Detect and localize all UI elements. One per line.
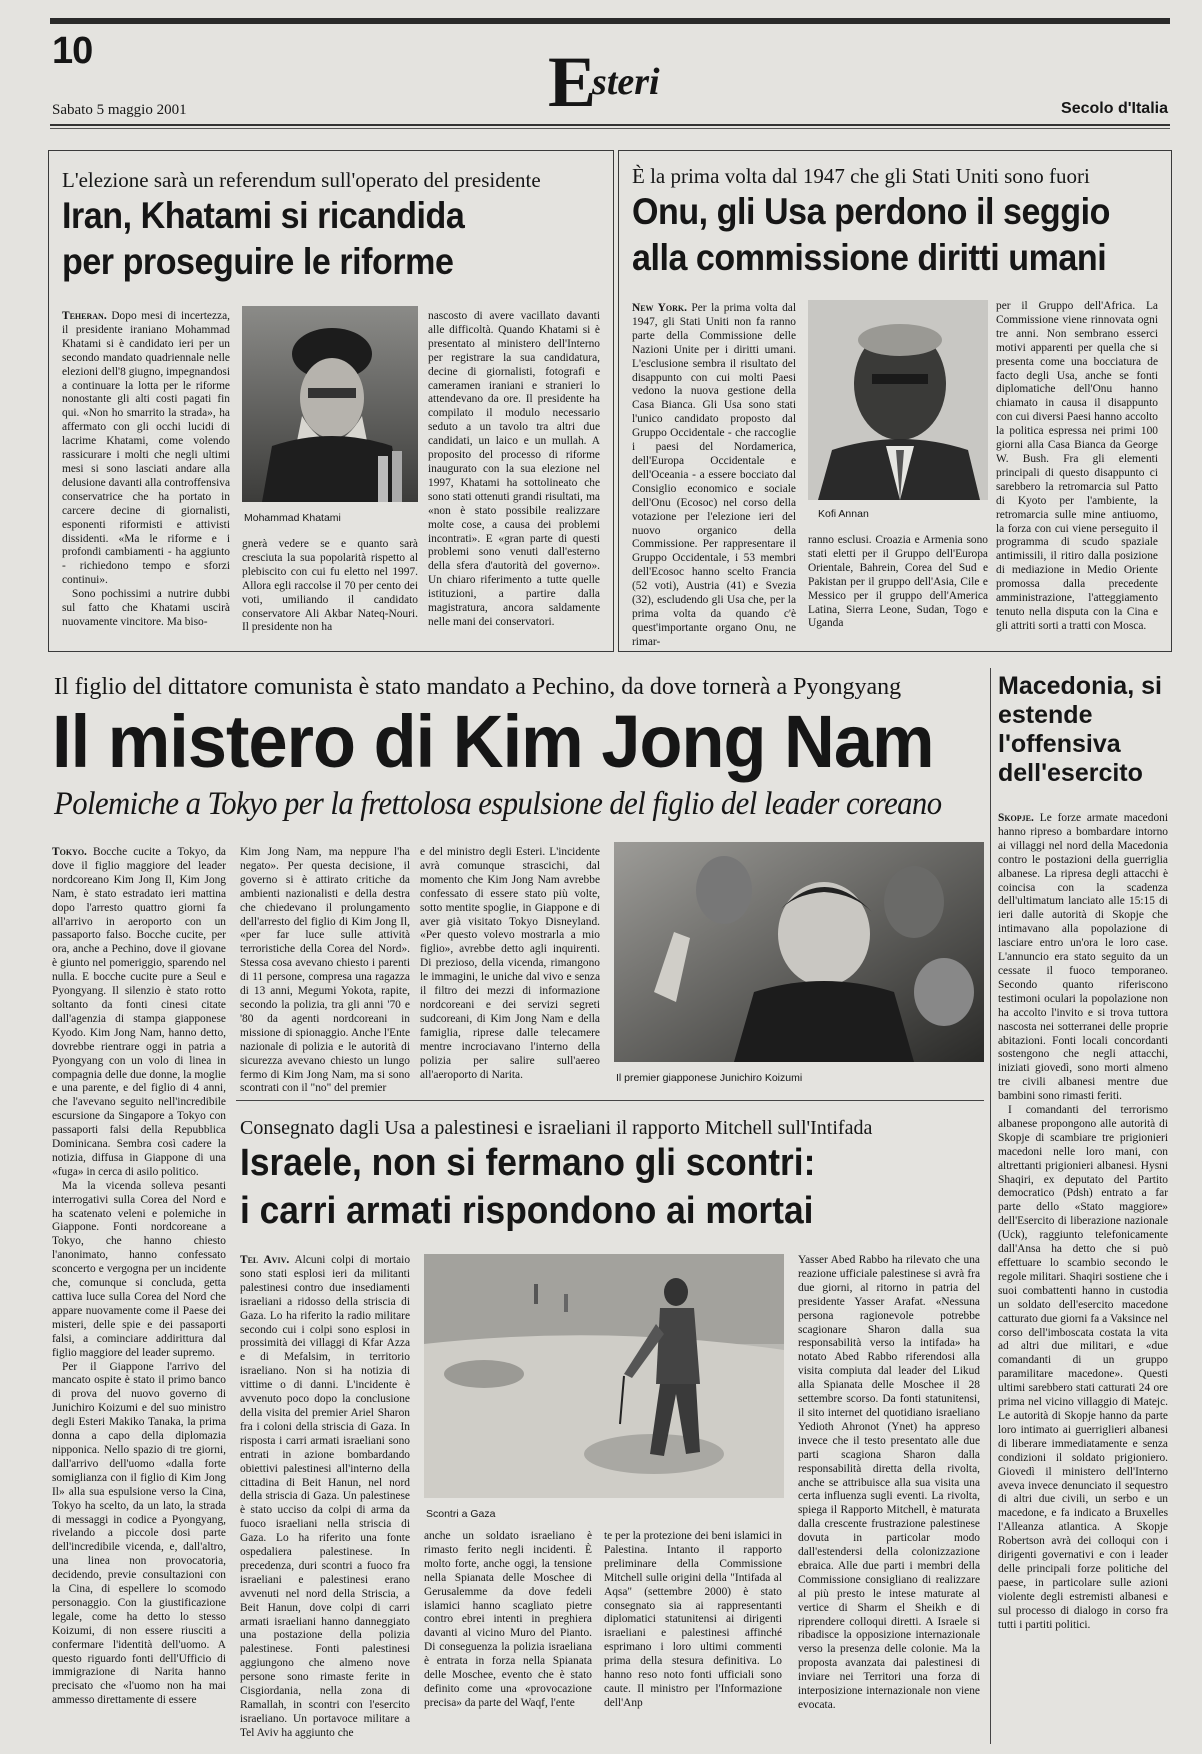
top-rule	[50, 18, 1170, 24]
iran-col3-text: nascosto di avere vacillato davanti alle difficoltà. Quando Khatami si è presentato al ministero dell'Interno per registrare la sua candidatura, decine di giornalisti, fotografi e cameramen iraniani e stranieri lo attendevano da ore. Il presidente ha compilato il modulo necessario seduto a un tavolo tra altri due candidati, un laico e un mullah. A proposito del processo di riforme inaugurato con la sua elezione nel 1997, Khatami ha sottolineato che sono stati ottenuti grandi risultati, ma «non è stato possibile realizzare molte cose, a causa dei problemi incontrati». E «gran parte di questi problemi sono venuti dall'esterno della sfera d'autorità del governo». Un chiaro riferimento a tutte quelle istituzioni, a partire dalla magistratura, ancora saldamente nelle mani dei conservatori.	[428, 310, 600, 628]
israele-top-rule	[236, 1100, 984, 1101]
israele-column-3	[604, 1530, 782, 1744]
israele-col3-text: te per la protezione dei beni islamici in Palestina. Intanto il rapporto preliminare della Commissione Mitchell sulle origini della "Intifada al Aqsa" (settembre 2000) è stato consegnato sia ai rappresentanti diplomatici statunitensi ai dirigenti israeliani e palestinesi affinché esprimano i loro ultimi commenti prima della stesura definitiva. Lo hanno reso noto fonti ufficiali sono caute. Il ministro per l'Informazione dell'Anp	[604, 1530, 782, 1709]
koizumi-photo	[614, 842, 984, 1062]
macedonia-headline: Macedonia, si estende l'offensiva dell'esercito	[998, 672, 1162, 787]
macedonia-body-text: Le forze armate macedoni hanno ripreso a bombardare intorno ai villaggi nel nord della Macedonia contro le postazioni della guerriglia albanese. La ripresa degli attacchi è coincisa con la scadenza dell'ultimatum lanciato alle 15:15 di ieri dalle autorità di Skopje che intimavano alla popolazione di lasciare entro un'ora le loro case. L'annuncio era stato seguito da un cessate il fuoco temporaneo. Secondo quanto riferiscono testimoni oculari la popolazione non ha accolto l'invito e si trova tuttora nascosta nei sotterranei delle proprie abitazioni. Fonti locali concordanti sostengono che negli attacchi, iniziati giovedì, sono morti almeno tre civili albanesi mentre due bambini sono rimasti feriti.	[998, 812, 1168, 1103]
israele-headline-1: Israele, non si fermano gli scontri:	[240, 1142, 816, 1184]
annan-photo-image	[808, 300, 988, 500]
onu-col1-text: Per la prima volta dal 1947, gli Stati Uniti non fa ranno parte della Commissione delle Nazioni Unite per i diritti umani. L'esclusione sembra il risultato del disappunto con cui molti Paesi vedono la nuova gestione della Casa Bianca. Gli Usa sono stati l'unico candidato proposto dal Gruppo Occidentale - che raccoglie i paesi del Nordamerica, dell'Europa Occidentale e dell'Oceania - a essere bocciato dal Consiglio economico e sociale dell'Onu (Ecosoc) nel corso della votazione per l'elezione ieri del nuovo organico della Commissione. Per rappresentare il Gruppo Occidentale, i 53 membri dell'Ecosoc hanno scelto Francia (52 voti), Austria (41) e Svezia (32), escludendo gli Usa che, per la prima volta da quando c'è quest'importante organo Onu, ne rimar-	[632, 302, 796, 648]
iran-dateline: Teheran.	[62, 310, 107, 322]
kim-kicker: Il figlio del dittatore comunista è stato mandato a Pechino, da dove tornerà a Pyongyang	[54, 674, 902, 700]
gaza-caption: Scontri a Gaza	[426, 1508, 496, 1520]
israele-kicker: Consegnato dagli Usa a palestinesi e israeliani il rapporto Mitchell sull'Intifada	[240, 1117, 873, 1139]
kim-col1b-text: Ma la vicenda solleva pesanti interrogativi sulla Corea del Nord e ha scatenato veleni e polemiche in Giappone. Fonti nordcoreane a Tokyo, che hanno chiesto l'anonimato, hanno confessato sconcerto e vergogna per un incidente che, comunque si concluda, getta cattiva luce sulla Corea del Nord che appare nuovamente come il Paese dei misteri, delle spie e dei passaporti falsi, a cominciare addirittura dal figlio maggiore del leader supremo.	[52, 1179, 226, 1359]
koizumi-photo-image	[614, 842, 984, 1062]
onu-kicker: È la prima volta dal 1947 che gli Stati Uniti sono fuori	[632, 164, 1090, 188]
onu-headline-2: alla commissione diritti umani	[632, 237, 1107, 278]
israele-col2-text: anche un soldato israeliano è rimasto ferito negli incidenti. È molto forte, anche oggi, la tensione nella Spianata delle Moschee di Gerusalemme da dove fedeli islamici hanno scagliato pietre contro ebrei intenti in preghiera davanti al vicino Muro del Pianto. Di conseguenza la polizia israeliana è entrata in forza nella Spianata delle Moschee, evento che è stato definito come una «provocazione precisa» da parte del Waqf, l'ente	[424, 1530, 592, 1709]
header-rule-thin	[50, 128, 1170, 129]
israele-col1-text: Alcuni colpi di mortaio sono stati esplosi ieri da militanti palestinesi contro due insediamenti israeliani a ridosso della striscia di Gaza. Lo ha riferito la radio militare secondo cui i colpi sono esplosi in prossimità dei villaggi di Kfar Azza e di Mefalsim, in territorio israeliano. Non si ha notizia di vittime o di danni. L'incidente è avvenuto poco dopo la conclusione della visita del premier Ariel Sharon fra i coloni della striscia di Gaza. In risposta i carri armati israeliani sono entrati in azione bombardando obiettivi palestinesi all'interno della cittadina di Beit Hanun, nel nord della striscia di Gaza. Un palestinese è stato ucciso da colpi di arma da fuoco israeliani nella striscia di Gaza. Lo ha riferito una fonte ospedaliera palestinese. In precedenza, duri scontri a fuoco fra israeliani e palestinesi erano avvenuti nel nord della Striscia, a Beit Hanun, dove colpi di carri armati israeliani hanno danneggiato una postazione della polizia palestinese. Fonti palestinesi aggiungono che almeno nove persone sono rimaste ferite in Cisgiordania, nella zona di Ramallah, in scontri con l'esercito israeliano. Un portavoce militare a Tel Aviv ha aggiunto che	[240, 1254, 411, 1739]
kim-dateline: Tokyo.	[52, 846, 87, 858]
onu-dateline: New York.	[632, 302, 687, 314]
annan-photo	[808, 300, 988, 500]
onu-column-1	[632, 302, 796, 648]
iran-headline-1: Iran, Khatami si ricandida	[62, 195, 465, 236]
iran-col1b-text: Sono pochissimi a nutrire dubbi sul fatto che Khatami uscirà nuovamente vincitore. Ma biso-	[62, 588, 230, 628]
kim-col3-text: e del ministro degli Esteri. L'incidente avrà comunque strascichi, dal momento che Kim Jong Nam avrebbe confessato di essere stato più volte, sotto mentite spoglie, in Giappone e di aver già visitato Tokyo Disneyland. «Per questo volevo mostrarla a mio figlio», avrebbe detto agli inquirenti. Di prezioso, della vicenda, rimangono le immagini, le uniche dal vivo e senza il filtro dei mezzi di informazione nordcoreani e dei servizi segreti sudcoreani, di Kim Jong Nam e della famiglia, riprese dalle telecamere mentre incrociavano l'interno della polizia per salire sull'aereo all'aeroporto di Narita.	[420, 846, 600, 1081]
kim-col1c-text: Per il Giappone l'arrivo del mancato ospite è stato il primo banco di prova del nuovo governo di Junichiro Koizumi e del suo ministro degli Esteri Makiko Tanaka, la prima donna a capo della diplomazia nipponica. Nello spazio di tre giorni, dall'arrivo dell'uomo «dalla forte somiglianza con il figlio di Kim Jong Il» alla sua espulsione verso la Cina, Tokyo ha scelto, da un lato, la strada di messaggi in codice a Pyongyang, rivelando a piccole dosi parte dell'incredibile vicenda, e, dall'altro, una linea non provocatoria, decidendo, previe consultazioni con la Cina, di espellere lo scomodo personaggio. Con la giustificazione legale, come ha detto lo stesso Koizumi, di non essere riusciti a confermare l'identità dell'uomo. A questo riguardo fonti dell'Ufficio di immigrazione di Narita hanno precisato che «l'uomo non ha mai ammesso direttamente di essere	[52, 1360, 226, 1707]
iran-column-3	[428, 310, 600, 640]
kim-col1-text: Bocche cucite a Tokyo, da dove il figlio maggiore del leader nordcoreano Kim Jong Il, Kim Jong Nam, è stato estradato ieri mattina dopo l'arresto quattro giorni fa all'arrivo in aeroporto con un passaporto falso. Bocche cucite, per ora, anche a Pechino, dove il giovane è giunto nel pomeriggio, sparendo nel nulla. E bocche cucite pure a Seul e Pyongyang. Il silenzio è stato rotto soltanto da fonti cinesi citate dall'agenzia di stampa giapponese Kyodo. Kim Jong Nam, hanno detto, dovrebbe rientrare oggi in patria a Pyongyang con un volo di linea in compagnia delle due donne, la moglie e una parente, e del figlio di 4 anni, che l'avevano seguito nell'incredibile escursione da Singapore a Tokyo con passaporti falsi della Repubblica Dominicana. Sembra così cadere la notizia, diffusa in Giappone di una «fuga» in cerca di asilo politico.	[52, 846, 226, 1178]
kim-column-1	[52, 846, 226, 1744]
iran-column-1	[62, 310, 230, 640]
section-rest: steri	[592, 61, 660, 103]
onu-headline-1: Onu, gli Usa perdono il seggio	[632, 191, 1110, 232]
israele-headline-2: i carri armati rispondono ai mortai	[240, 1190, 814, 1232]
gaza-photo-image	[424, 1254, 784, 1498]
kim-col2-text: Kim Jong Nam, ma neppure l'ha negato». Per questa decisione, il governo si è attirato critiche da ambienti nazionalisti e della destra che chiedevano il prolungamento dell'arresto del figlio di Kim Jong Il, «per far luce sulle attività terroristiche della Corea del Nord». Stessa cosa avevano chiesto i parenti di 11 persone, compresa una ragazza di 13 anni, Megumi Yokota, rapite, secondo la polizia, tra gli anni '70 e '80 da agenti nordcoreani in missione di spionaggio. Anche l'Ente nazionale di polizia e le autorità di sicurezza avevano chiesto un lungo fermo di Kim Jong Nam, ma si sono scontrati con il "no" del premier	[240, 846, 410, 1095]
onu-col2-text: ranno esclusi. Croazia e Armenia sono stati eletti per il Gruppo dell'Europa Orientale, Bahrein, Corea del Sud e Pakistan per il gruppo dell'Asia, Cile e Messico per il gruppo dell'America Latina, Sierra Leone, Sudan, Togo e Uganda	[808, 534, 988, 630]
macedonia-divider	[990, 668, 991, 1744]
khatami-photo	[242, 306, 418, 502]
khatami-caption: Mohammad Khatami	[244, 512, 341, 524]
macedonia-body2-text: I comandanti del terrorismo albanese propongono alle autorità di Skopje di scambiare tre prigionieri macedoni nelle loro mani, con altrettanti prigionieri albanesi. Hysni Shaqiri, ex deputato del Partito democratico (Pdsh) entrato a far parte dello «Stato maggiore» dell'Esercito di liberazione nazionale (Uck), raggiunto telefonicamente dall'Ansa ha detto che si può effettuare lo scambio secondo le regole militari. Shaqiri sostiene che i suoi combattenti hanno in custodia un soldato dell'esercito macedone catturato due giorni fa a Vaksince nel corso dell'imboscata costata la vita ad altri due militari, e «due comandanti di un gruppo paramilitare macedone». Questi ultimi sarebbero stati catturati 24 ore prima nel vicino villaggio di Matejc. Le autorità di Skopje hanno da parte loro intimato ai guerriglieri albanesi di liberare immediatamente e senza condizioni il soldato prigioniero. Giovedì il ministero dell'Interno aveva invece denunciato il sequestro di altri due civili, un serbo e un macedone, e fa indicato a Bruxelles l'Alleanza atlantica. A Skopje Robertson avrà dei colloqui con i dirigenti governativi e con i leader delle principali forze politiche del paese, in particolare sulle azioni violente degli estremisti albanesi e sul processo di dialogo in corso fra tutti i partiti politici.	[998, 1104, 1168, 1631]
iran-col2-text: gnerà vedere se e quanto sarà cresciuta la sua popolarità rispetto al plebiscito con cui fu eletto nel 1997. Allora egli raccolse il 70 per cento dei voti, umiliando il candidato conservatore Ali Akbar Nateq-Nouri. Il presidente non ha	[242, 538, 418, 634]
issue-date: Sabato 5 maggio 2001	[52, 102, 187, 118]
kim-column-2	[240, 846, 410, 1096]
masthead: Secolo d'Italia	[1061, 100, 1168, 117]
page-number: 10	[52, 30, 93, 72]
section-title	[548, 42, 660, 122]
onu-col3-text: per il Gruppo dell'Africa. La Commissione viene rinnovata ogni tre anni. Non sembrano esserci motivi apparenti per quella che si presenta come una bocciatura de facto degli Usa, anche se fonti diplomatiche dell'Onu hanno chiamato in causa il disappunto con cui diversi Paesi hanno accolto la politica espressa nei primi 100 giorni alla Casa Bianca da George W. Bush. Fra gli elementi principali di questo disappunto ci sarebbero la retromarcia sul Patto di Kyoto per l'ambiente, la retromarcia sulle mine antiuomo, la forza con cui viene perseguito il programma di scudo spaziale antimissili, il ritiro dalla posizione di mediazione in Medio Oriente promossa dalla precedente amministrazione, l'atteggiamento tenuto nella disputa con la Cina e gli attriti sorti a tratti con Mosca.	[996, 300, 1158, 632]
kim-deck: Polemiche a Tokyo per la frettolosa espulsione del figlio del leader coreano	[54, 786, 942, 822]
gaza-photo	[424, 1254, 784, 1498]
khatami-photo-image	[242, 306, 418, 502]
koizumi-caption: Il premier giapponese Junichiro Koizumi	[616, 1072, 803, 1084]
header-rule	[50, 124, 1170, 126]
israele-column-1	[240, 1254, 410, 1744]
section-initial: E	[548, 42, 597, 122]
iran-column-2	[242, 538, 418, 640]
israele-column-2	[424, 1530, 592, 1744]
israele-col4-text: Yasser Abed Rabbo ha rilevato che una reazione ufficiale palestinese si avrà fra due giorni, al ritorno in patria del presidente Yasser Arafat. «Nessuna persona ragionevole potrebbe scagionare Sharon dalla sua responsabilità verso la intifada» ha notato Abed Rabbo riferendosi alla visita compiuta dal leader del Likud alla Spianata delle Moschee il 28 settembre scorso. Da fonti statunitensi, il sito internet del quotidiano israeliano Yedioth Ahronot (Ynet) ha appreso invece che il testo presentato alle due parti scagiona Sharon dalla responsabilità diretta della rivolta, anche se attribuisce alla sua visita una certa influenza sugli eventi. La rivolta, spiega il Rapporto Mitchell, è maturata dalla crescente frustrazione palestinese dovuta in particolar modo dall'estendersi della colonizzazione ebraica. Alle due parti i membri della Commissione consigliano di realizzare al più presto le intese maturate al vertice di Sharm el Sheikh e di riprendere colloqui diretti. A Israele si ribadisce la opposizione internazionale verso la presenza delle colonie. Ma la proposta avanzata dai palestinesi di inviare nei Territori una forza di interposizione internazionale non viene evocata.	[798, 1254, 980, 1711]
onu-column-2	[808, 534, 988, 640]
kim-column-3	[420, 846, 600, 1096]
onu-column-3	[996, 300, 1158, 640]
iran-headline-2: per proseguire le riforme	[62, 241, 454, 282]
israele-column-4	[798, 1254, 980, 1744]
kim-headline: Il mistero di Kim Jong Nam	[52, 700, 934, 783]
macedonia-column	[998, 812, 1168, 1744]
iran-col1-text: Dopo mesi di incertezza, il presidente iraniano Mohammad Khatami si è candidato ieri per un secondo mandato quadriennale nelle elezioni dell'8 giugno, impegnandosi a continuare la lotta per le riforme nonostante gli alti costi pagati fin qui. «Non ho smarrito la strada», ha affermato con gli occhi lucidi di lacrime Khatami, come volendo rassicurare i molti che negli ultimi mesi si sono lasciati andare alla delusione davanti alla controffensiva conservatrice che ha portato in carcere decine di giornalisti, esponenti riformisti e attivisti dissidenti. «Ma le riforme e i profondi cambiamenti - ha aggiunto - richiedono tempo e sforzi continui».	[62, 310, 230, 587]
israele-dateline: Tel Aviv.	[240, 1254, 290, 1266]
annan-caption: Kofi Annan	[818, 508, 869, 520]
macedonia-dateline: Skopje.	[998, 812, 1034, 824]
iran-kicker: L'elezione sarà un referendum sull'operato del presidente	[62, 168, 541, 192]
